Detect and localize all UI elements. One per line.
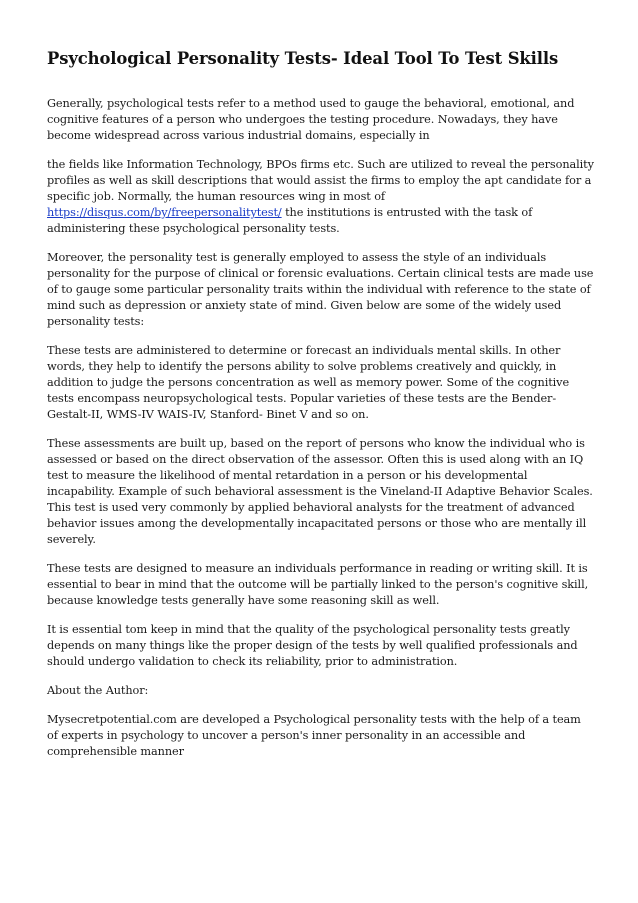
about-author-heading: About the Author: <box>47 684 149 697</box>
disqus-profile-link[interactable]: https://disqus.com/by/freepersonalitytest/ <box>47 206 282 219</box>
document-title: Psychological Personality Tests- Ideal Tool To Test Skills <box>47 49 559 68</box>
paragraph-author-bio: Mysecretpotential.com are developed a Psychological personality tests with the help of a team of experts in psychology to uncover a person's inner personality in an accessible and comprehensible manner <box>47 713 581 758</box>
paragraph-quality-note: It is essential tom keep in mind that the quality of the psychological personality tests greatly depends on many things like the proper design of the tests by well qualified professionals and should undergo validation to check its reliability, prior to administration. <box>47 623 578 668</box>
paragraph-hr-wing-text-before: the fields like Information Technology, BPOs firms etc. Such are utilized to reveal the personality profiles as well as skill descriptions that would assist the firms to employ the apt candidate for a specific job. Normally, the human resources wing in most of <box>47 158 594 203</box>
paragraph-behavioral-assessment: These assessments are built up, based on the report of persons who know the individual who is assessed or based on the direct observation of the assessor. Often this is used along with an IQ test to measure the likelihood of mental retardation in a person or his developmental incapability. Example of such behavioral assessment is the Vineland-II Adaptive Behavior Scales. This test is used very commonly by applied behavioral analysts for the treatment of advanced behavior issues among the developmentally incapacitated persons or those who are mentally ill severely. <box>47 437 593 546</box>
paragraph-hr-wing <box>47 157 595 237</box>
paragraph-achievement-tests: These tests are designed to measure an individuals performance in reading or writing skill. It is essential to bear in mind that the outcome will be partially linked to the person's cognitive skill, because knowledge tests generally have some reasoning skill as well. <box>47 562 589 607</box>
document-page <box>47 48 595 773</box>
paragraph-hr-wing-text-after: the institutions is entrusted with the task of administering these psychological personality tests. <box>47 206 533 235</box>
paragraph-intro: Generally, psychological tests refer to a method used to gauge the behavioral, emotional, and cognitive features of a person who undergoes the testing procedure. Nowadays, they have become widespread across various industrial domains, especially in <box>47 97 575 142</box>
paragraph-cognitive-tests: These tests are administered to determine or forecast an individuals mental skills. In other words, they help to identify the persons ability to solve problems creatively and quickly, in addition to judge the persons concentration as well as memory power. Some of the cognitive tests encompass neuropsychological tests. Popular varieties of these tests are the Bender-Gestalt-II, WMS-IV WAIS-IV, Stanford- Binet V and so on. <box>47 344 570 421</box>
paragraph-clinical-tests: Moreover, the personality test is generally employed to assess the style of an individuals personality for the purpose of clinical or forensic evaluations. Certain clinical tests are made use of to gauge some particular personality traits within the individual with reference to the state of mind such as depression or anxiety state of mind. Given below are some of the widely used personality tests: <box>47 251 594 328</box>
